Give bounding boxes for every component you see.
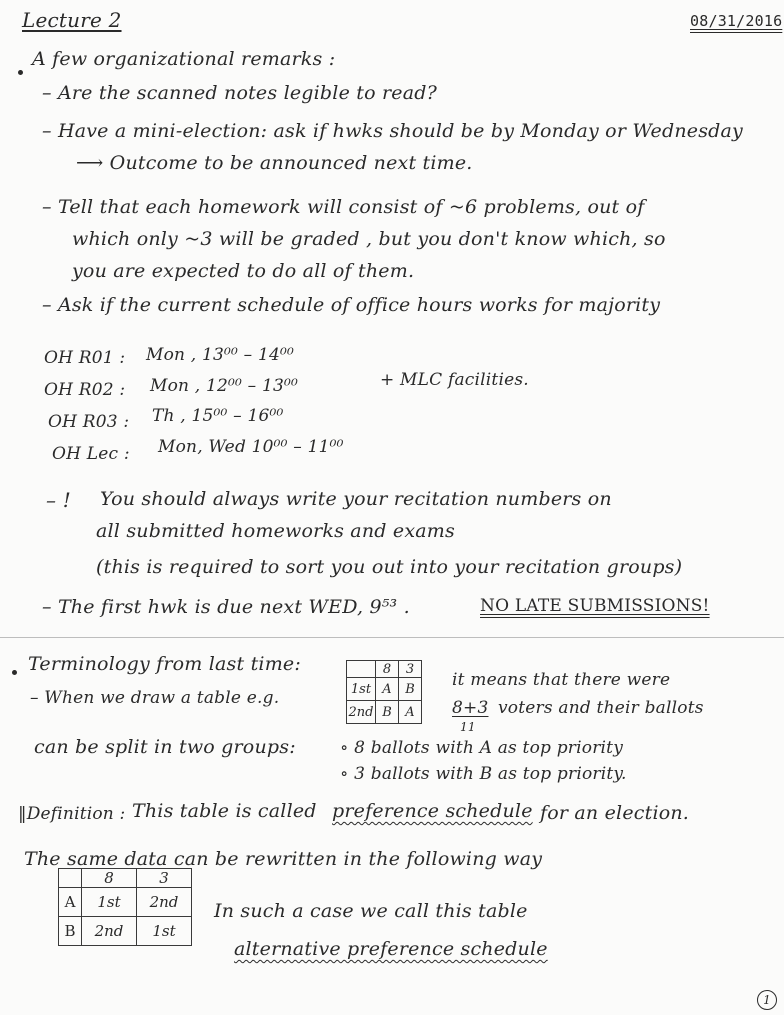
table-col-header: 8	[82, 869, 137, 888]
group-b-text: ∘ 3 ballots with B as top priority.	[340, 764, 627, 784]
recitation-line-3: (this is required to sort you out into your recitation groups)	[96, 556, 683, 578]
table-col-header: 3	[137, 869, 192, 888]
first-hwk-due: – The first hwk is due next WED, 9⁵³ .	[42, 596, 410, 618]
table-col-header: 3	[399, 661, 422, 678]
definition-label: ‖Definition :	[18, 804, 126, 824]
table-cell: 1st	[82, 888, 137, 917]
table-row-label: A	[59, 888, 82, 917]
table-col-header: 8	[376, 661, 399, 678]
org-line-homework-2: which only ~3 will be graded , but you don't know which, so	[72, 228, 666, 250]
definition-post: for an election.	[540, 802, 690, 824]
no-late-submissions: NO LATE SUBMISSIONS!	[480, 596, 710, 616]
recitation-mark: – !	[46, 488, 71, 512]
alt-text: In such a case we call this table	[214, 900, 528, 922]
lecture-date: 08/31/2016	[690, 12, 783, 30]
same-data-text: The same data can be rewritten in the following way	[24, 848, 543, 870]
voter-sum: 8+3	[452, 698, 489, 718]
table-cell: A	[399, 701, 422, 724]
table-row-label: 1st	[347, 678, 376, 701]
table-cell: 2nd	[137, 888, 192, 917]
table-row-label: B	[59, 917, 82, 946]
group-a-text: ∘ 8 ballots with A as top priority	[340, 738, 623, 758]
lecture-title: Lecture 2	[22, 8, 122, 32]
table-cell: B	[376, 701, 399, 724]
oh-label: OH R02 :	[44, 380, 126, 400]
preference-table	[346, 660, 422, 724]
oh-label: OH R01 :	[44, 348, 126, 368]
table-cell: B	[399, 678, 422, 701]
page-number: 1	[757, 990, 777, 1010]
org-line-legible: – Are the scanned notes legible to read?	[42, 82, 437, 104]
terminology-heading: Terminology from last time:	[28, 653, 301, 675]
terminology-line: – When we draw a table e.g.	[30, 688, 280, 708]
alt-term: alternative preference schedule	[234, 938, 548, 960]
table-cell: A	[376, 678, 399, 701]
table-cell: 1st	[137, 917, 192, 946]
split-text: can be split in two groups:	[34, 736, 296, 758]
org-heading: A few organizational remarks :	[32, 48, 336, 70]
bullet-dot	[18, 70, 23, 75]
oh-time: Mon , 12⁰⁰ – 13⁰⁰	[150, 376, 299, 396]
org-line-homework-3: you are expected to do all of them.	[72, 260, 415, 282]
org-line-homework-1: – Tell that each homework will consist of ~6 problems, out of	[42, 196, 645, 218]
table-row-label: 2nd	[347, 701, 376, 724]
alternative-table	[58, 868, 192, 946]
oh-label: OH R03 :	[48, 412, 130, 432]
org-line-office-hours: – Ask if the current schedule of office hours works for majority	[42, 294, 661, 316]
oh-time: Th , 15⁰⁰ – 16⁰⁰	[152, 406, 284, 426]
oh-time: Mon, Wed 10⁰⁰ – 11⁰⁰	[158, 437, 344, 457]
means-text: it means that there were	[452, 670, 671, 690]
org-line-outcome: ⟶ Outcome to be announced next time.	[76, 152, 473, 174]
definition-pre: This table is called	[132, 800, 317, 822]
bullet-dot	[12, 670, 17, 675]
org-line-election: – Have a mini-election: ask if hwks should be by Monday or Wednesday	[42, 120, 743, 142]
voter-total: 11	[460, 720, 476, 734]
recitation-line-2: all submitted homeworks and exams	[96, 520, 455, 542]
mlc-facilities: + MLC facilities.	[380, 370, 529, 390]
definition-term: preference schedule	[332, 800, 533, 822]
table-cell: 2nd	[82, 917, 137, 946]
voters-text: voters and their ballots	[498, 698, 704, 718]
oh-label: OH Lec :	[52, 444, 130, 464]
oh-time: Mon , 13⁰⁰ – 14⁰⁰	[146, 345, 295, 365]
recitation-line-1: You should always write your recitation numbers on	[100, 488, 612, 510]
section-divider	[0, 637, 784, 638]
